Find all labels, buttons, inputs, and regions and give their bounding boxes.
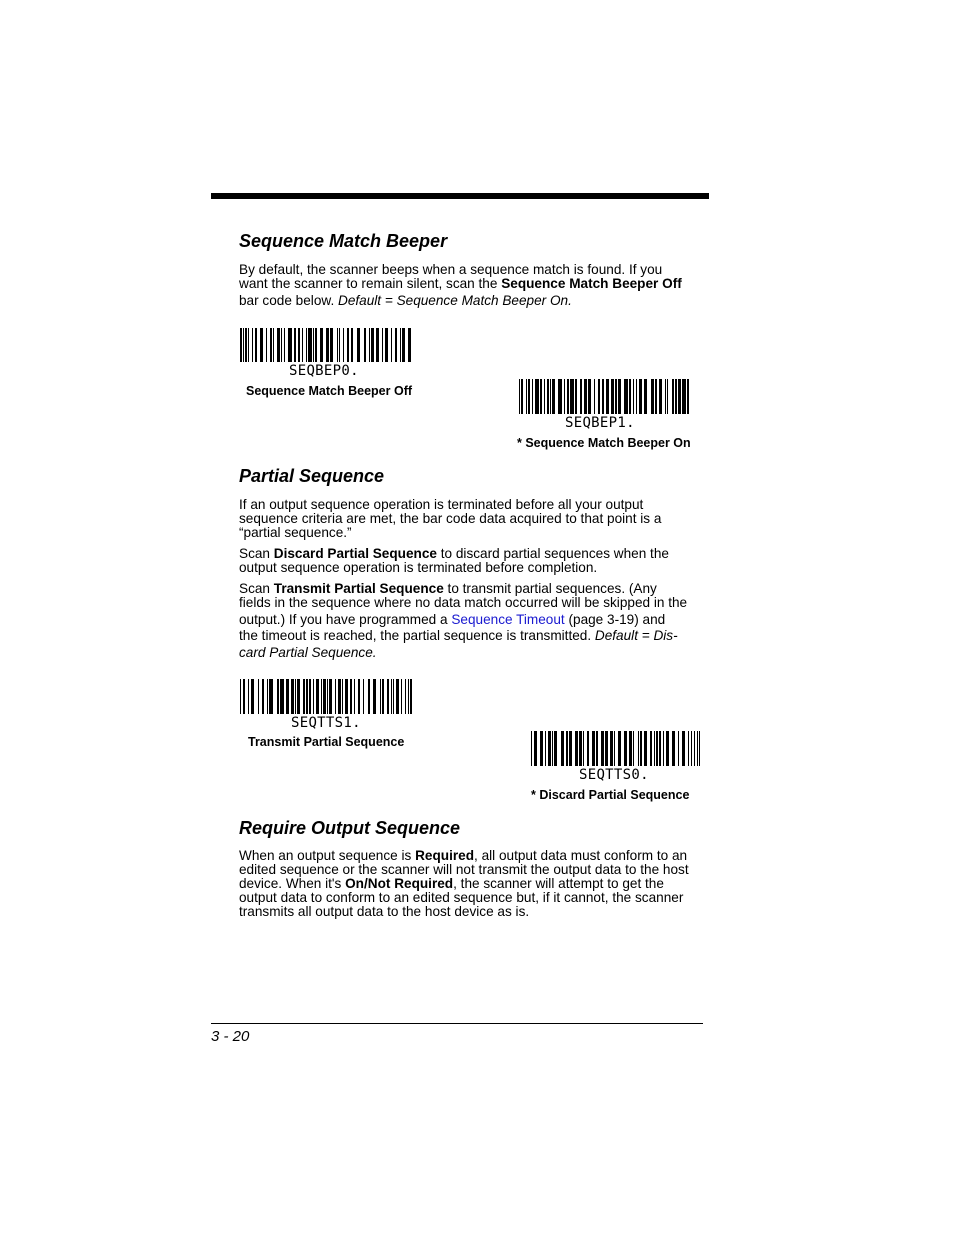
require-description: When an output sequence is Required, all output data must conform to an edited sequence or the scanner will not transmit the output data to the host device. When it's On/Not Required, the scanner will attempt to get the output data to conform to an edited sequence but, if it cannot, the scanner transmits all output data to the host device as is. (239, 848, 689, 919)
heading-partial-sequence: Partial Sequence (239, 466, 385, 486)
barcode-discard-partial[interactable] (529, 731, 702, 766)
barcode-text-beeper-on: SEQBEP1. (565, 415, 635, 431)
heading-sequence-match-beeper: Sequence Match Beeper (239, 231, 448, 251)
discard-description: Scan Discard Partial Sequence to discard partial sequences when the output sequence operation is terminated before completion. (239, 546, 669, 575)
page-number: 3 - 20 (211, 1028, 250, 1045)
barcode-bars (238, 328, 415, 362)
beeper-description: By default, the scanner beeps when a sequence match is found. If you want the scanner to remain silent, scan the Sequence Match Beeper Off bar code below. Default = Sequence Match Beeper On. (239, 262, 682, 308)
caption-discard-partial: * Discard Partial Sequence (531, 788, 690, 802)
sequence-timeout-link[interactable]: Sequence Timeout (451, 612, 565, 627)
heading-require-output-sequence: Require Output Sequence (239, 818, 461, 838)
barcode-bars (517, 379, 691, 414)
barcode-beeper-on[interactable] (517, 379, 691, 414)
barcode-text-discard-partial: SEQTTS0. (579, 767, 649, 783)
barcode-transmit-partial[interactable] (238, 679, 415, 714)
barcode-beeper-off[interactable] (238, 328, 415, 362)
bottom-rule (211, 1023, 703, 1024)
caption-beeper-on: * Sequence Match Beeper On (517, 436, 691, 450)
caption-beeper-off: Sequence Match Beeper Off (246, 384, 413, 398)
caption-transmit-partial: Transmit Partial Sequence (248, 735, 405, 749)
barcode-bars (529, 731, 702, 766)
transmit-description: Scan Transmit Partial Sequence to transmit partial sequences. (Any fields in the sequence where no data match occurred will be skipped in the output.) If you have programmed a Sequence Timeout (page 3-19) and the timeout is reached, the partial sequence is transmitted. Default = Dis- card Partial Sequence. (239, 581, 688, 660)
partial-description: If an output sequence operation is terminated before all your output sequence criteria are met, the bar code data acquired to that point is a “partial sequence.” (239, 497, 662, 540)
barcode-bars (238, 679, 415, 714)
barcode-text-beeper-off: SEQBEP0. (289, 363, 359, 379)
top-rule (211, 193, 709, 199)
barcode-text-transmit-partial: SEQTTS1. (291, 715, 361, 731)
